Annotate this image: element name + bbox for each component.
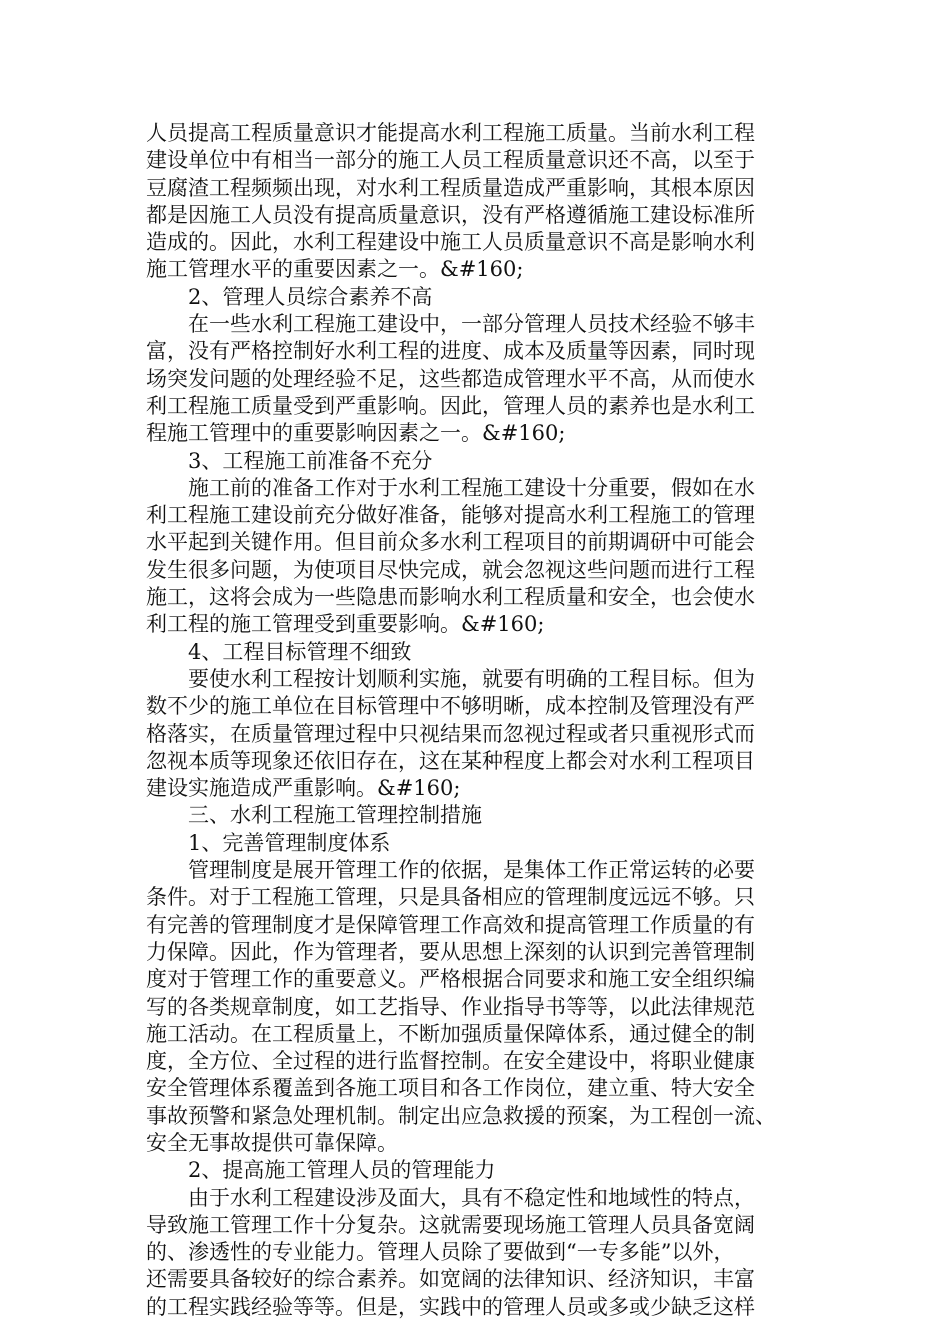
text-line: 度对于管理工作的重要意义。严格根据合同要求和施工安全组织编 (146, 967, 755, 992)
text-line: 有完善的管理制度才是保障管理工作高效和提高管理工作质量的有 (146, 912, 755, 937)
text-line: 施工前的准备工作对于水利工程施工建设十分重要，假如在水 (188, 475, 755, 500)
text-line: 建设单位中有相当一部分的施工人员工程质量意识还不高，以至于 (146, 148, 755, 173)
text-line: 利工程施工质量受到严重影响。因此，管理人员的素养也是水利工 (146, 393, 755, 418)
text-line: 豆腐渣工程频频出现，对水利工程质量造成严重影响，其根本原因 (146, 175, 755, 200)
text-line: 利工程施工建设前充分做好准备，能够对提高水利工程施工的管理 (146, 503, 755, 528)
text-line: 格落实，在质量管理过程中只视结果而忽视过程或者只重视形式而 (146, 721, 755, 746)
text-line: 导致施工管理工作十分复杂。这就需要现场施工管理人员具备宽阔 (146, 1212, 755, 1237)
text-line: 施工活动。在工程质量上，不断加强质量保障体系，通过健全的制 (146, 1021, 755, 1046)
text-line: 数不少的施工单位在目标管理中不够明晰，成本控制及管理没有严 (146, 694, 755, 719)
text-line: 利工程的施工管理受到重要影响。&#160; (146, 612, 545, 637)
text-line: 条件。对于工程施工管理，只是具备相应的管理制度远远不够。只 (146, 885, 755, 910)
text-line: 的工程实践经验等等。但是，实践中的管理人员或多或少缺乏这样 (146, 1294, 755, 1319)
text-line: 水平起到关键作用。但目前众多水利工程项目的前期调研中可能会 (146, 530, 755, 555)
text-line: 度，全方位、全过程的进行监督控制。在安全建设中，将职业健康 (146, 1049, 755, 1074)
text-line: 安全无事故提供可靠保障。 (146, 1130, 398, 1155)
text-line: 要使水利工程按计划顺利实施，就要有明确的工程目标。但为 (188, 666, 755, 691)
text-line: 富，没有严格控制好水利工程的进度、成本及质量等因素，同时现 (146, 339, 755, 364)
text-line: 事故预警和紧急处理机制。制定出应急救援的预案，为工程创一流、 (146, 1103, 776, 1128)
text-line: 3、工程施工前准备不充分 (188, 448, 433, 473)
text-line: 还需要具备较好的综合素养。如宽阔的法律知识、经济知识，丰富 (146, 1267, 755, 1292)
text-line: 2、提高施工管理人员的管理能力 (188, 1158, 496, 1183)
text-line: 1、完善管理制度体系 (188, 830, 391, 855)
text-line: 力保障。因此，作为管理者，要从思想上深刻的认识到完善管理制 (146, 939, 755, 964)
text-line: 施工管理水平的重要因素之一。&#160; (146, 257, 524, 282)
text-line: 三、水利工程施工管理控制措施 (188, 803, 482, 828)
text-line: 都是因施工人员没有提高质量意识，没有严格遵循施工建设标准所 (146, 202, 755, 227)
text-line: 写的各类规章制度，如工艺指导、作业指导书等等，以此法律规范 (146, 994, 755, 1019)
text-line: 由于水利工程建设涉及面大，具有不稳定性和地域性的特点， (188, 1185, 755, 1210)
text-line: 的、渗透性的专业能力。管理人员除了要做到“一专多能”以外， (146, 1240, 735, 1265)
text-line: 人员提高工程质量意识才能提高水利工程施工质量。当前水利工程 (146, 121, 755, 145)
text-line: 发生很多问题，为使项目尽快完成，就会忽视这些问题而进行工程 (146, 557, 755, 582)
text-line: 造成的。因此，水利工程建设中施工人员质量意识不高是影响水利 (146, 230, 755, 255)
text-line: 在一些水利工程施工建设中，一部分管理人员技术经验不够丰 (188, 312, 755, 337)
document-body (146, 120, 806, 1321)
text-line: 2、管理人员综合素养不高 (188, 284, 433, 309)
text-line: 建设实施造成严重影响。&#160; (146, 776, 461, 801)
text-line: 4、工程目标管理不细致 (188, 639, 412, 664)
text-line: 程施工管理中的重要影响因素之一。&#160; (146, 421, 566, 446)
text-line: 场突发问题的处理经验不足，这些都造成管理水平不高，从而使水 (146, 366, 755, 391)
text-line: 安全管理体系覆盖到各施工项目和各工作岗位，建立重、特大安全 (146, 1076, 755, 1101)
text-line: 施工，这将会成为一些隐患而影响水利工程质量和安全，也会使水 (146, 585, 755, 610)
text-line: 管理制度是展开管理工作的依据，是集体工作正常运转的必要 (188, 858, 755, 883)
text-line: 忽视本质等现象还依旧存在，这在某种程度上都会对水利工程项目 (146, 748, 755, 773)
